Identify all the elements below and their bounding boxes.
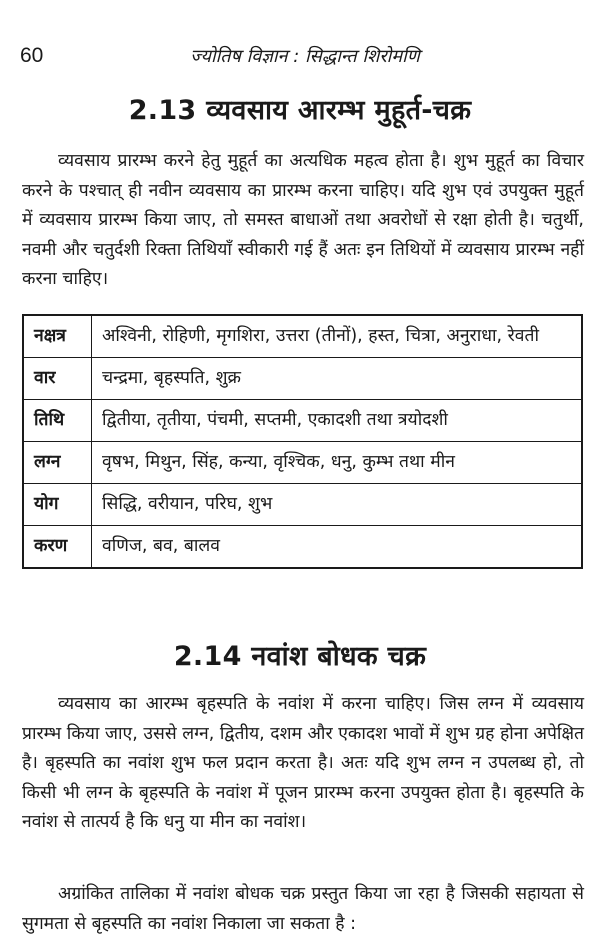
- table-row: [23, 526, 582, 569]
- row-key-tithi: तिथि: [23, 400, 92, 442]
- page-number: 60: [20, 44, 44, 67]
- intro-paragraph-2-13: [22, 147, 584, 295]
- table-row: [23, 484, 582, 526]
- running-title: ज्योतिष विज्ञान : सिद्धान्त शिरोमणि: [190, 46, 420, 67]
- row-value-nakshatra: अश्विनी, रोहिणी, मृगशिरा, उत्तरा (तीनों), हस्त, चित्रा, अनुराधा, रेवती: [92, 315, 583, 358]
- section-title-2-14: 2.14 नवांश बोधक चक्र: [173, 641, 427, 672]
- row-value-tithi: द्वितीया, तृतीया, पंचमी, सप्तमी, एकादशी तथा त्रयोदशी: [92, 400, 583, 442]
- table-row: [23, 442, 582, 484]
- row-key-nakshatra: नक्षत्र: [23, 315, 92, 358]
- row-value-lagna: वृषभ, मिथुन, सिंह, कन्या, वृश्चिक, धनु, कुम्भ तथा मीन: [92, 442, 583, 484]
- paragraph-2-14-2: [22, 880, 584, 939]
- row-key-lagna: लग्न: [23, 442, 92, 484]
- table-row: [23, 358, 582, 400]
- row-key-karan: करण: [23, 526, 92, 569]
- row-value-yoga: सिद्धि, वरीयान, परिघ, शुभ: [92, 484, 583, 526]
- row-key-yoga: योग: [23, 484, 92, 526]
- paragraph-text: अग्रांकित तालिका में नवांश बोधक चक्र प्रस्तुत किया जा रहा है जिसकी सहायता से सुगमता से बृहस्पति का नवांश निकाला जा सकता है :: [22, 884, 584, 934]
- muhurta-table: [22, 314, 583, 569]
- paragraph-text: व्यवसाय प्रारम्भ करने हेतु मुहूर्त का अत्यधिक महत्व होता है। शुभ मुहूर्त का विचार करने के पश्चात् ही नवीन व्यवसाय का प्रारम्भ करना चाहिए। यदि शुभ एवं उपयुक्त मुहूर्त में व्यवसाय प्रारम्भ किया जाए, तो समस्त बाधाओं तथा अवरोधों से रक्षा होती है। चतुर्थी, नवमी और चतुर्दशी रिक्ता तिथियाँ स्वीकारी गई हैं अतः इन तिथियों में व्यवसाय प्रारम्भ नहीं करना चाहिए।: [22, 151, 584, 289]
- table-row: [23, 400, 582, 442]
- paragraph-text: व्यवसाय का आरम्भ बृहस्पति के नवांश में करना चाहिए। जिस लग्न में व्यवसाय प्रारम्भ किया जाए, उससे लग्न, द्वितीय, दशम और एकादश भावों में शुभ ग्रह होना अपेक्षित है। बृहस्पति का नवांश शुभ फल प्रदान करता है। अतः यदि शुभ लग्न न उपलब्ध हो, तो किसी भी लग्न के बृहस्पति के नवांश में पूजन प्रारम्भ करना उपयुक्त होता है। बृहस्पति के नवांश से तात्पर्य है कि धनु या मीन का नवांश।: [22, 694, 584, 832]
- row-value-karan: वणिज, बव, बालव: [92, 526, 583, 569]
- paragraph-2-14-1: [22, 690, 584, 838]
- table-row: [23, 315, 582, 358]
- row-value-vaar: चन्द्रमा, बृहस्पति, शुक्र: [92, 358, 583, 400]
- row-key-vaar: वार: [23, 358, 92, 400]
- section-title-2-13: 2.13 व्यवसाय आरम्भ मुहूर्त-चक्र: [128, 95, 472, 126]
